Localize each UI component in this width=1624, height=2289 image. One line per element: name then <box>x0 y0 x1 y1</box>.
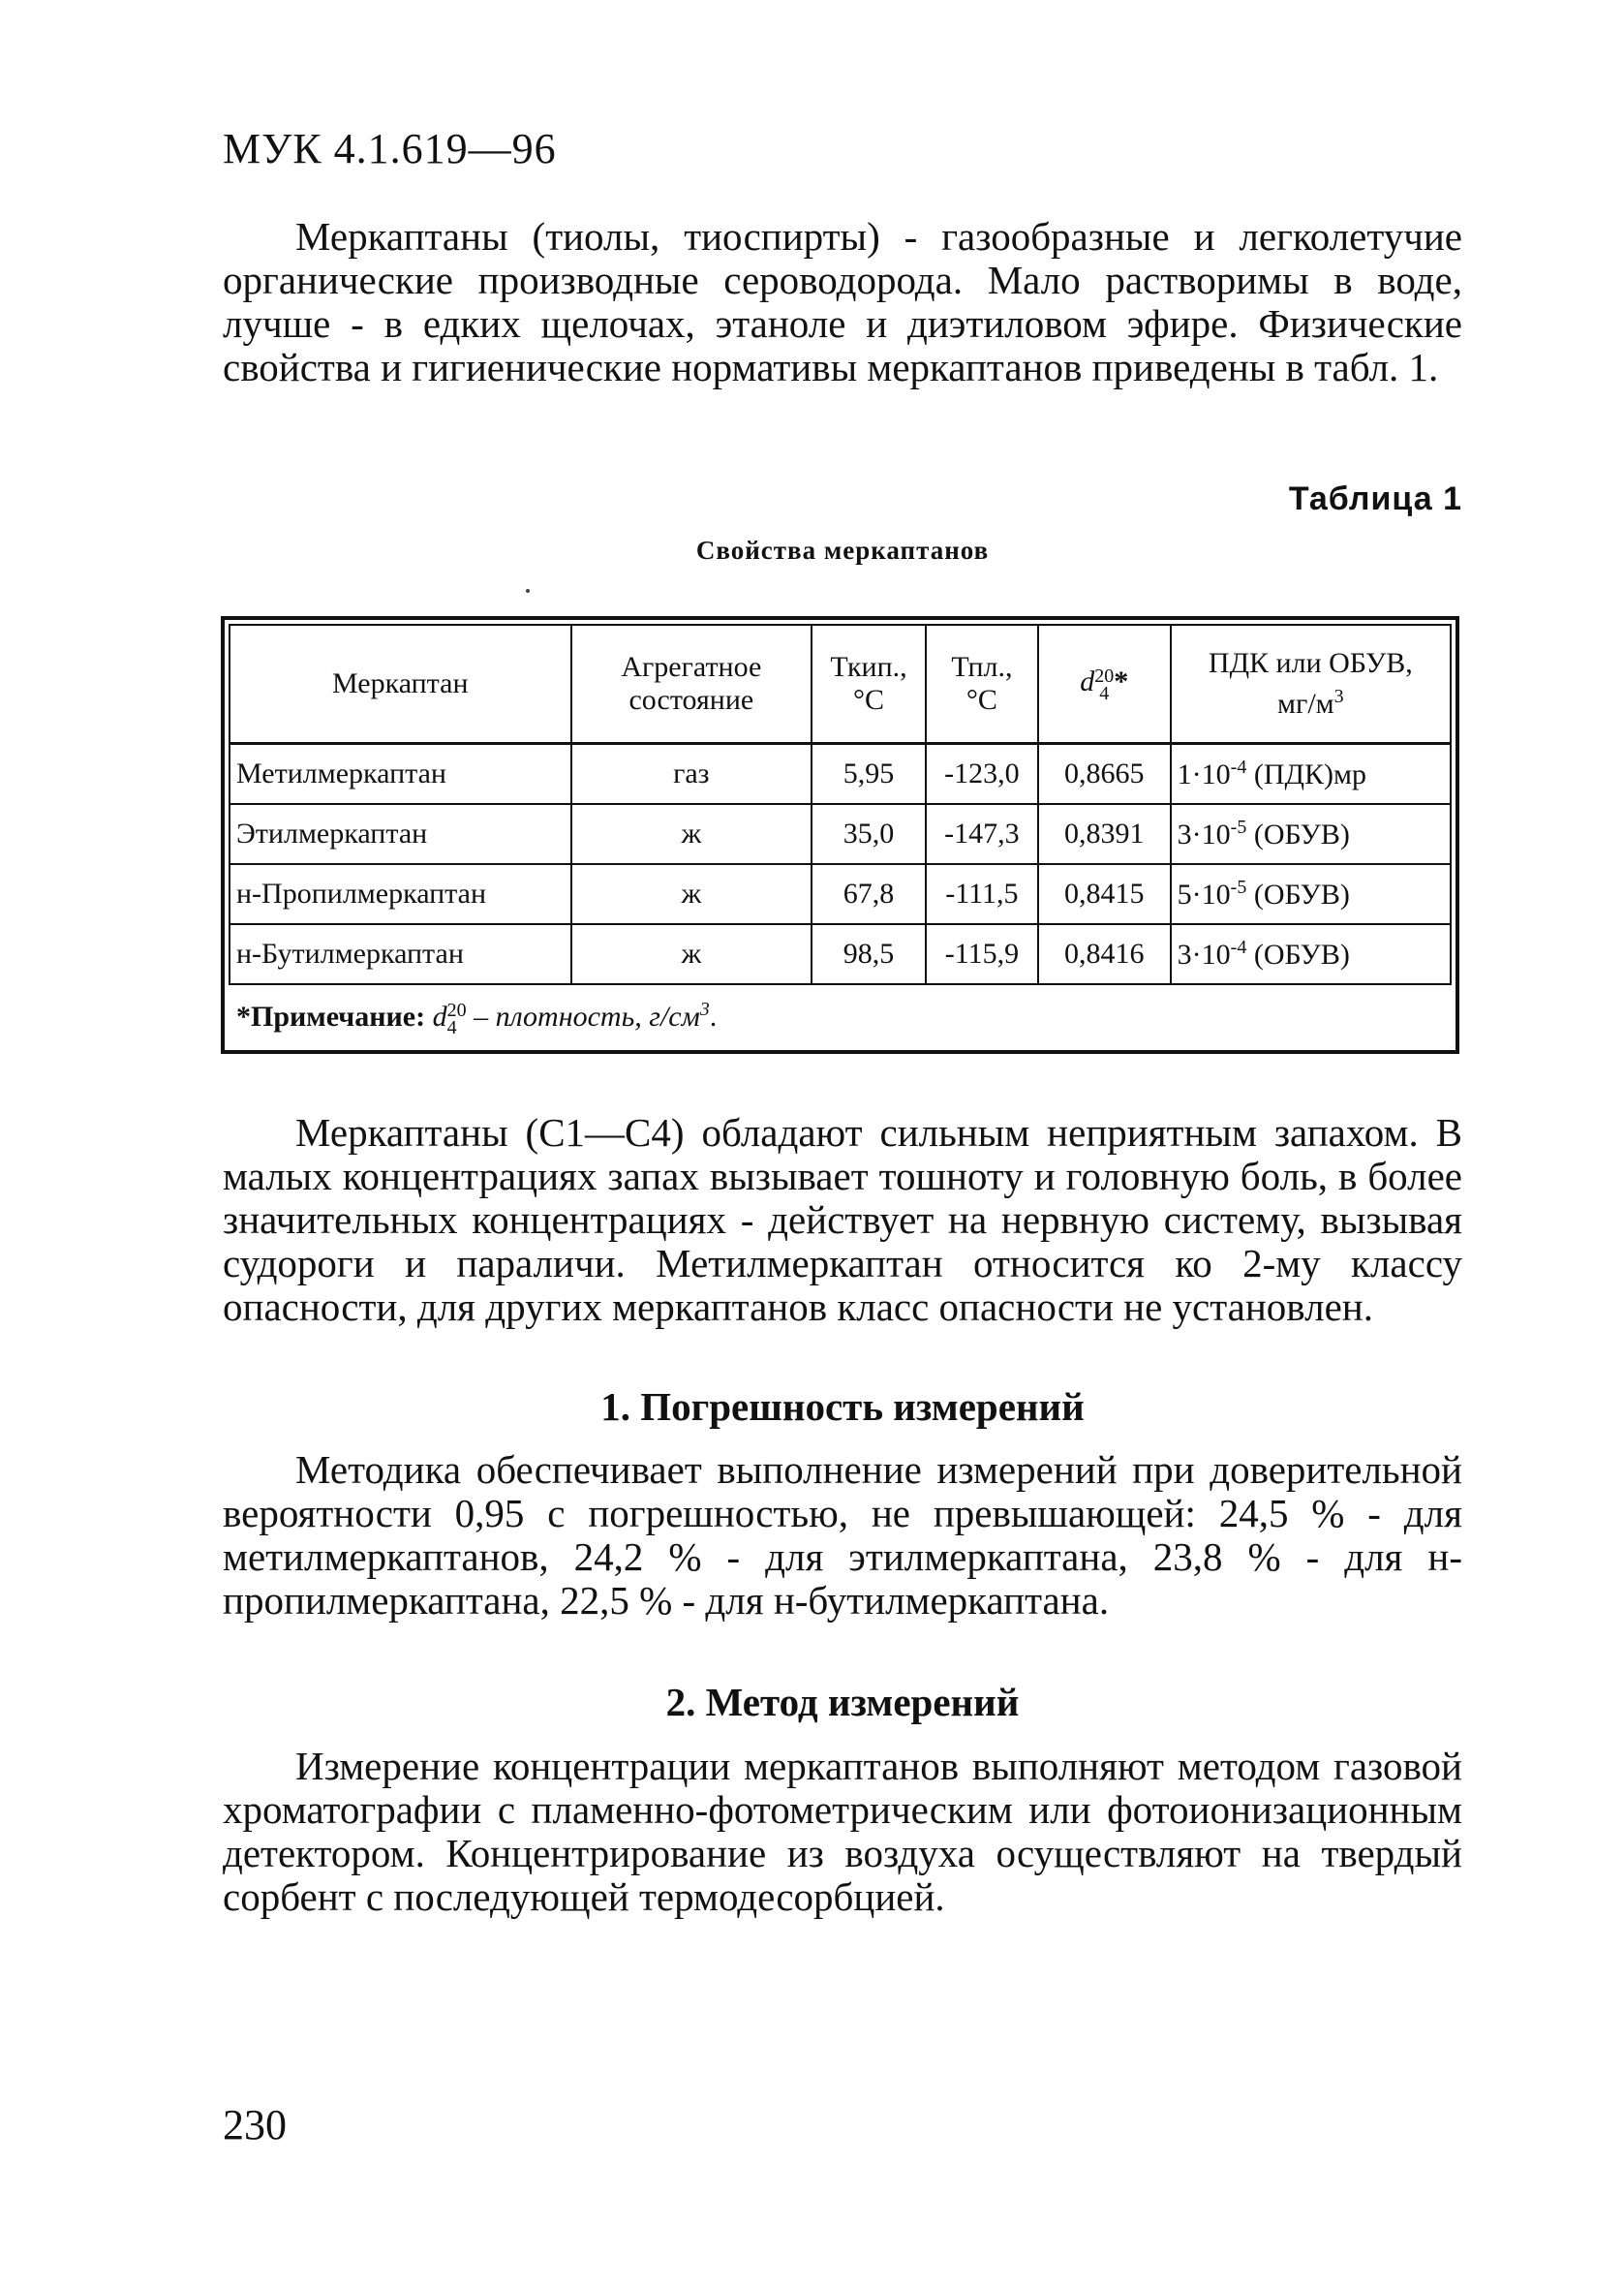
cell-density: 0,8391 <box>1038 804 1171 864</box>
properties-table-frame <box>221 616 1459 1054</box>
header-boiling-point: Ткип., °C <box>812 625 926 744</box>
page-number: 230 <box>223 2101 287 2149</box>
cell-boiling-point: 5,95 <box>812 744 926 805</box>
cell-boiling-point: 98,5 <box>812 924 926 984</box>
cell-exposure-limit: $3\cdot 10^{-5}$ (ОБУВ) <box>1171 804 1451 864</box>
table-row <box>230 744 1451 805</box>
cell-density: 0,8416 <box>1038 924 1171 984</box>
cell-melting-point: -123,0 <box>926 744 1038 805</box>
header-density: d 20 4 * <box>1038 625 1171 744</box>
section-2-text: Измерение концентрации меркаптанов выполняют методом газовой хроматографии с пламенно-фотометрическим или фотоионизационным детектором. Концентрирование из воздуха осуществляют на твердый сорбент с последующей термодесорбцией. <box>223 1744 1462 1919</box>
header-mercaptan: Меркаптан <box>230 625 571 744</box>
document-code: МУК 4.1.619—96 <box>223 125 557 172</box>
table-title: Свойства меркаптанов <box>695 536 990 565</box>
table-header-row <box>230 625 1451 744</box>
cell-state: газ <box>571 744 812 805</box>
header-melting-point: Тпл., °C <box>926 625 1038 744</box>
cell-exposure-limit: $1\cdot 10^{-4}$ (ПДК)мр <box>1171 744 1451 805</box>
cell-state: ж <box>571 804 812 864</box>
table-note: *Примечание: d 20 4 – плотность, $г/см^3$. <box>236 998 718 1038</box>
cell-density: 0,8665 <box>1038 744 1171 805</box>
cell-boiling-point: 35,0 <box>812 804 926 864</box>
cell-name: н-Бутилмеркаптан <box>230 924 571 984</box>
cell-melting-point: -147,3 <box>926 804 1038 864</box>
properties-table <box>229 624 1452 985</box>
cell-melting-point: -115,9 <box>926 924 1038 984</box>
header-exposure-limit: ПДК или ОБУВ, $мг/м^3$ <box>1171 625 1451 744</box>
table-row <box>230 924 1451 984</box>
cell-melting-point: -111,5 <box>926 864 1038 924</box>
cell-exposure-limit: $5\cdot 10^{-5}$ (ОБУВ) <box>1171 864 1451 924</box>
section-1-heading: 1. Погрешность измерений <box>600 1384 1085 1429</box>
section-2-heading: 2. Метод измерений <box>665 1680 1020 1724</box>
cell-state: ж <box>571 924 812 984</box>
cell-name: Метилмеркаптан <box>230 744 571 805</box>
cell-exposure-limit: $3\cdot 10^{-4}$ (ОБУВ) <box>1171 924 1451 984</box>
cell-boiling-point: 67,8 <box>812 864 926 924</box>
section-1-text: Методика обеспечивает выполнение измерений при доверительной вероятности 0,95 с погрешностью, не превышающей: 24,5 % - для метилмеркаптанов, 24,2 % - для этилмеркаптана, 23,8 % - для н-пропилмеркаптана, 22,5 % - для н-бутилмеркаптана. <box>223 1447 1462 1623</box>
scan-speck <box>526 589 530 593</box>
effects-paragraph: Меркаптаны (С1—С4) обладают сильным неприятным запахом. В малых концентрациях запах вызывает тошноту и головную боль, в более значительных концентрациях - действует на нервную систему, вызывая судороги и параличи. Метилмеркаптан относится ко 2-му классу опасности, для других меркаптанов класс опасности не установлен. <box>223 1110 1462 1329</box>
cell-name: н-Пропилмеркаптан <box>230 864 571 924</box>
table-label: Таблица 1 <box>1288 480 1462 517</box>
intro-paragraph: Меркаптаны (тиолы, тиоспирты) - газообразные и легколетучие органические производные сероводорода. Мало растворимы в воде, лучше - в едких щелочах, этаноле и диэтиловом эфире. Физические свойства и гигиенические нормативы меркаптанов приведены в табл. 1. <box>223 214 1462 389</box>
cell-name: Этилмеркаптан <box>230 804 571 864</box>
header-state: Агрегатное состояние <box>571 625 812 744</box>
cell-state: ж <box>571 864 812 924</box>
cell-density: 0,8415 <box>1038 864 1171 924</box>
table-row <box>230 804 1451 864</box>
table-row <box>230 864 1451 924</box>
